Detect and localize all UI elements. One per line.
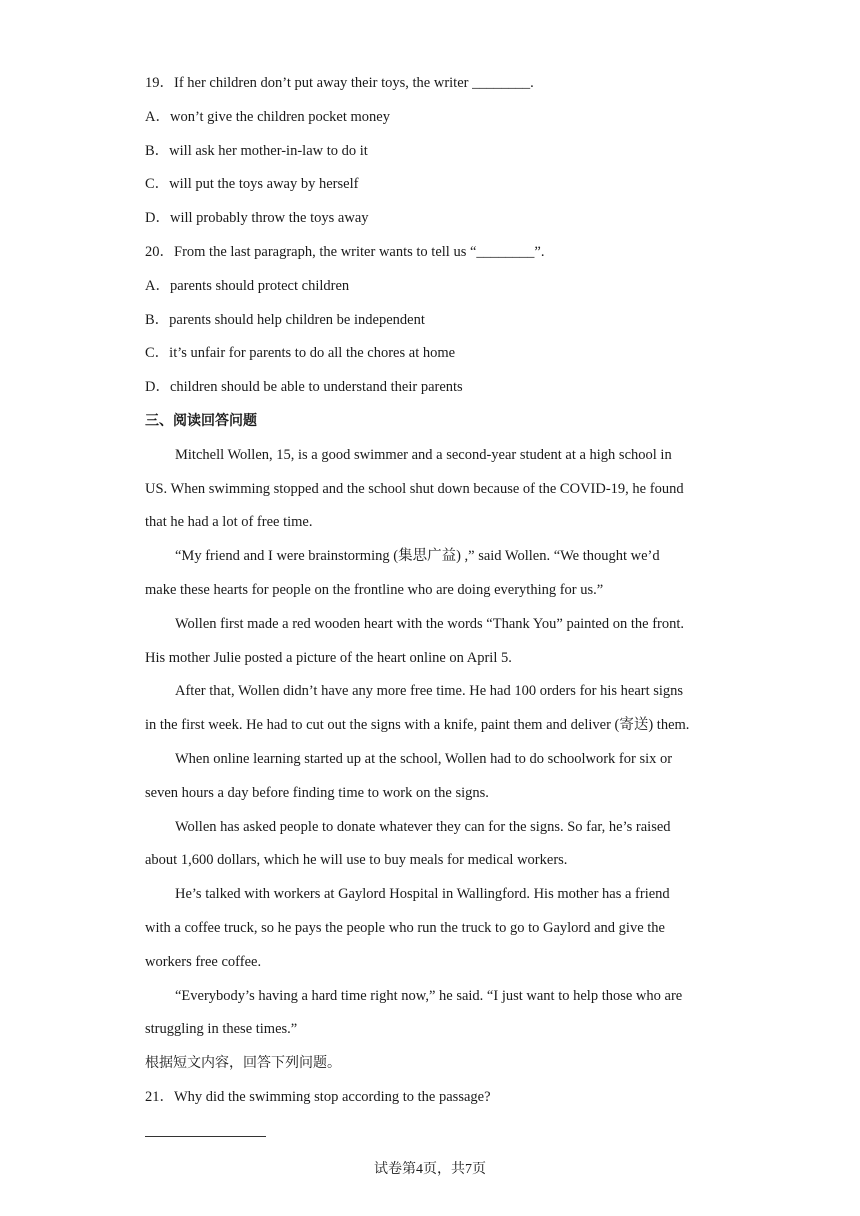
q19-option-c: C．will put the toys away by herself: [145, 176, 359, 192]
instruction-text: 根据短文内容，回答下列问题。: [145, 1055, 341, 1071]
answer-line[interactable]: [145, 1136, 266, 1137]
passage-line: about 1,600 dollars, which he will use to buy meals for medical workers.: [145, 852, 568, 868]
passage-line: “Everybody’s having a hard time right now,” he said. “I just want to help those who are: [175, 988, 683, 1004]
passage-line: that he had a lot of free time.: [145, 514, 313, 530]
q19-option-b: B．will ask her mother-in-law to do it: [145, 143, 368, 159]
q20-option-c: C．it’s unfair for parents to do all the chores at home: [145, 345, 456, 361]
passage-line: After that, Wollen didn’t have any more free time. He had 100 orders for his heart signs: [175, 683, 684, 699]
passage-line: When online learning started up at the school, Wollen had to do schoolwork for six or: [175, 751, 673, 767]
passage-line: in the first week. He had to cut out the signs with a knife, paint them and deliver (寄送) them.: [145, 717, 690, 733]
page-footer: 试卷第4页，共7页: [374, 1162, 486, 1177]
passage-line: struggling in these times.”: [145, 1021, 298, 1037]
passage-line: His mother Julie posted a picture of the heart online on April 5.: [145, 650, 512, 666]
passage-line: seven hours a day before finding time to work on the signs.: [145, 785, 489, 801]
q20-option-a: A．parents should protect children: [145, 278, 350, 294]
q20-option-b: B．parents should help children be independent: [145, 312, 425, 328]
q19-stem: 19．If her children don’t put away their toys, the writer ________.: [145, 75, 534, 91]
passage-line: US. When swimming stopped and the school shut down because of the COVID-19, he found: [145, 481, 684, 497]
section-heading: 三、阅读回答问题: [145, 413, 257, 429]
passage-line: He’s talked with workers at Gaylord Hospital in Wallingford. His mother has a friend: [175, 886, 670, 902]
passage-line: make these hearts for people on the frontline who are doing everything for us.”: [145, 582, 604, 598]
q20-stem: 20．From the last paragraph, the writer wants to tell us “________”.: [145, 244, 545, 260]
q21-stem: 21．Why did the swimming stop according to the passage?: [145, 1089, 491, 1105]
passage-line: Mitchell Wollen, 15, is a good swimmer and a second-year student at a high school in: [175, 447, 672, 463]
passage-line: “My friend and I were brainstorming (集思广益) ,” said Wollen. “We thought we’d: [175, 548, 660, 564]
q19-option-d: D．will probably throw the toys away: [145, 210, 369, 226]
passage-line: Wollen has asked people to donate whatever they can for the signs. So far, he’s raised: [175, 819, 671, 835]
passage-line: with a coffee truck, so he pays the people who run the truck to go to Gaylord and give the: [145, 920, 665, 936]
passage-line: Wollen first made a red wooden heart with the words “Thank You” painted on the front.: [175, 616, 685, 632]
q19-option-a: A．won’t give the children pocket money: [145, 109, 390, 125]
passage-line: workers free coffee.: [145, 954, 262, 970]
q20-option-d: D．children should be able to understand their parents: [145, 379, 463, 395]
